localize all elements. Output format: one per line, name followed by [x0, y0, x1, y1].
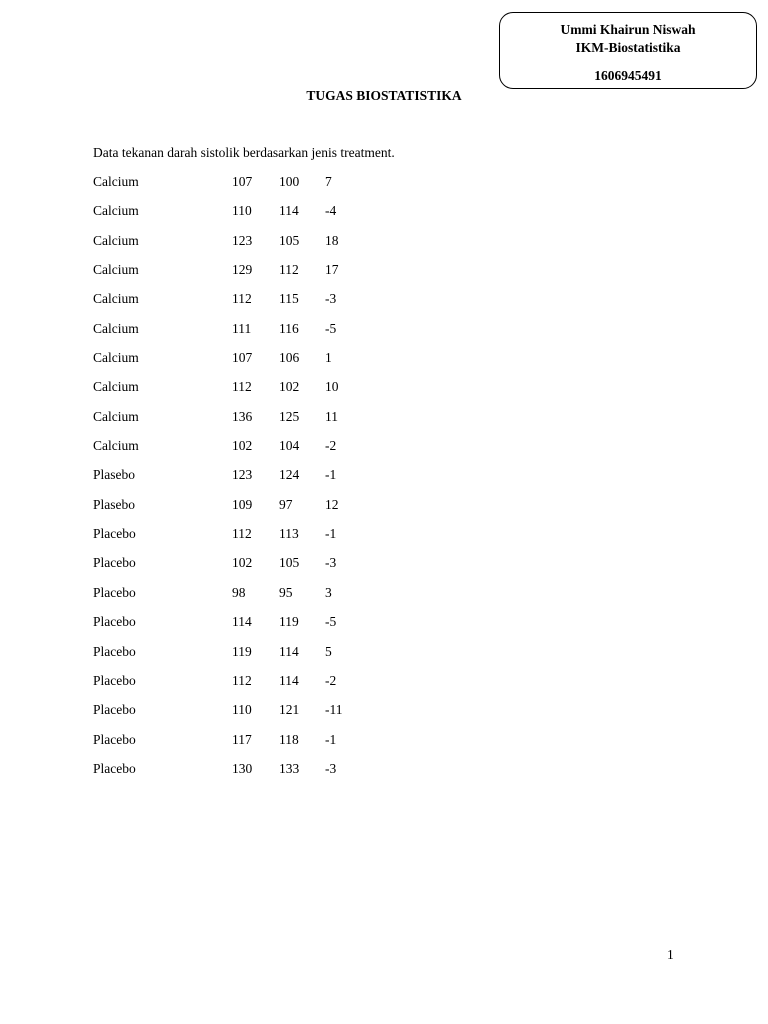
- difference-cell: 3: [325, 584, 332, 600]
- treatment-cell: Placebo: [93, 643, 136, 659]
- treatment-cell: Placebo: [93, 760, 136, 776]
- before-value-cell: 102: [232, 555, 253, 571]
- difference-cell: -1: [325, 731, 337, 747]
- treatment-cell: Calcium: [93, 438, 139, 454]
- treatment-cell: Calcium: [93, 174, 139, 189]
- treatment-cell: Placebo: [93, 526, 136, 542]
- author-info-box: [499, 12, 757, 89]
- difference-cell: 11: [325, 408, 338, 424]
- difference-cell: 7: [325, 174, 332, 189]
- before-value-cell: 123: [232, 467, 253, 483]
- after-value-cell: 133: [279, 760, 300, 776]
- before-value-cell: 107: [232, 350, 253, 366]
- difference-cell: -3: [325, 760, 337, 776]
- after-value-cell: 114: [279, 672, 299, 688]
- before-value-cell: 102: [232, 438, 253, 454]
- before-value-cell: 119: [232, 643, 252, 659]
- difference-cell: -3: [325, 291, 337, 307]
- before-value-cell: 112: [232, 291, 252, 307]
- after-value-cell: 105: [279, 555, 300, 571]
- after-value-cell: 116: [279, 320, 299, 336]
- after-value-cell: 95: [279, 584, 293, 600]
- after-value-cell: 112: [279, 262, 299, 278]
- before-value-cell: 117: [232, 731, 252, 747]
- treatment-cell: Calcium: [93, 262, 139, 278]
- treatment-cell: Placebo: [93, 731, 136, 747]
- after-value-cell: 100: [279, 174, 300, 189]
- treatment-cell: Placebo: [93, 614, 136, 630]
- treatment-cell: Placebo: [93, 555, 136, 571]
- after-value-cell: 125: [279, 408, 300, 424]
- treatment-cell: Placebo: [93, 584, 136, 600]
- before-value-cell: 129: [232, 262, 253, 278]
- after-value-cell: 124: [279, 467, 300, 483]
- after-value-cell: 118: [279, 731, 299, 747]
- difference-cell: -3: [325, 555, 337, 571]
- before-value-cell: 107: [232, 174, 253, 189]
- treatment-cell: Calcium: [93, 320, 139, 336]
- before-value-cell: 112: [232, 379, 252, 395]
- treatment-cell: Placebo: [93, 672, 136, 688]
- before-value-cell: 112: [232, 526, 252, 542]
- treatment-cell: Calcium: [93, 232, 139, 248]
- after-value-cell: 106: [279, 350, 300, 366]
- after-value-cell: 105: [279, 232, 300, 248]
- difference-cell: 17: [325, 262, 339, 278]
- treatment-cell: Calcium: [93, 379, 139, 395]
- before-value-cell: 110: [232, 203, 252, 219]
- difference-cell: -4: [325, 203, 337, 219]
- after-value-cell: 102: [279, 379, 300, 395]
- difference-cell: -11: [325, 702, 343, 718]
- before-value-cell: 112: [232, 672, 252, 688]
- page-number: 1: [667, 947, 674, 962]
- author-department: IKM-Biostatistika: [575, 40, 681, 55]
- author-name: Ummi Khairun Niswah: [560, 22, 696, 37]
- after-value-cell: 113: [279, 526, 299, 542]
- difference-cell: -1: [325, 467, 337, 483]
- before-value-cell: 110: [232, 702, 252, 718]
- treatment-cell: Plasebo: [93, 467, 135, 483]
- treatment-cell: Placebo: [93, 702, 136, 718]
- before-value-cell: 123: [232, 232, 253, 248]
- before-value-cell: 98: [232, 584, 246, 600]
- after-value-cell: 114: [279, 203, 299, 219]
- after-value-cell: 114: [279, 643, 299, 659]
- before-value-cell: 109: [232, 496, 253, 512]
- treatment-cell: Calcium: [93, 350, 139, 366]
- difference-cell: 5: [325, 643, 332, 659]
- before-value-cell: 136: [232, 408, 253, 424]
- author-student-id: 1606945491: [594, 68, 662, 83]
- difference-cell: -2: [325, 438, 337, 454]
- after-value-cell: 121: [279, 702, 300, 718]
- treatment-cell: Calcium: [93, 203, 139, 219]
- before-value-cell: 114: [232, 614, 252, 630]
- difference-cell: 10: [325, 379, 339, 395]
- before-value-cell: 111: [232, 320, 252, 336]
- intro-text: Data tekanan darah sistolik berdasarkan jenis treatment.: [93, 145, 395, 160]
- treatment-cell: Calcium: [93, 291, 139, 307]
- page-title: TUGAS BIOSTATISTIKA: [306, 88, 462, 103]
- after-value-cell: 119: [279, 614, 299, 630]
- after-value-cell: 97: [279, 496, 293, 512]
- after-value-cell: 115: [279, 291, 299, 307]
- difference-cell: -5: [325, 320, 337, 336]
- difference-cell: -1: [325, 526, 337, 542]
- difference-cell: 1: [325, 350, 332, 366]
- difference-cell: -5: [325, 614, 337, 630]
- after-value-cell: 104: [279, 438, 300, 454]
- difference-cell: -2: [325, 672, 337, 688]
- difference-cell: 12: [325, 496, 339, 512]
- treatment-cell: Plasebo: [93, 496, 135, 512]
- treatment-cell: Calcium: [93, 408, 139, 424]
- before-value-cell: 130: [232, 760, 253, 776]
- difference-cell: 18: [325, 232, 339, 248]
